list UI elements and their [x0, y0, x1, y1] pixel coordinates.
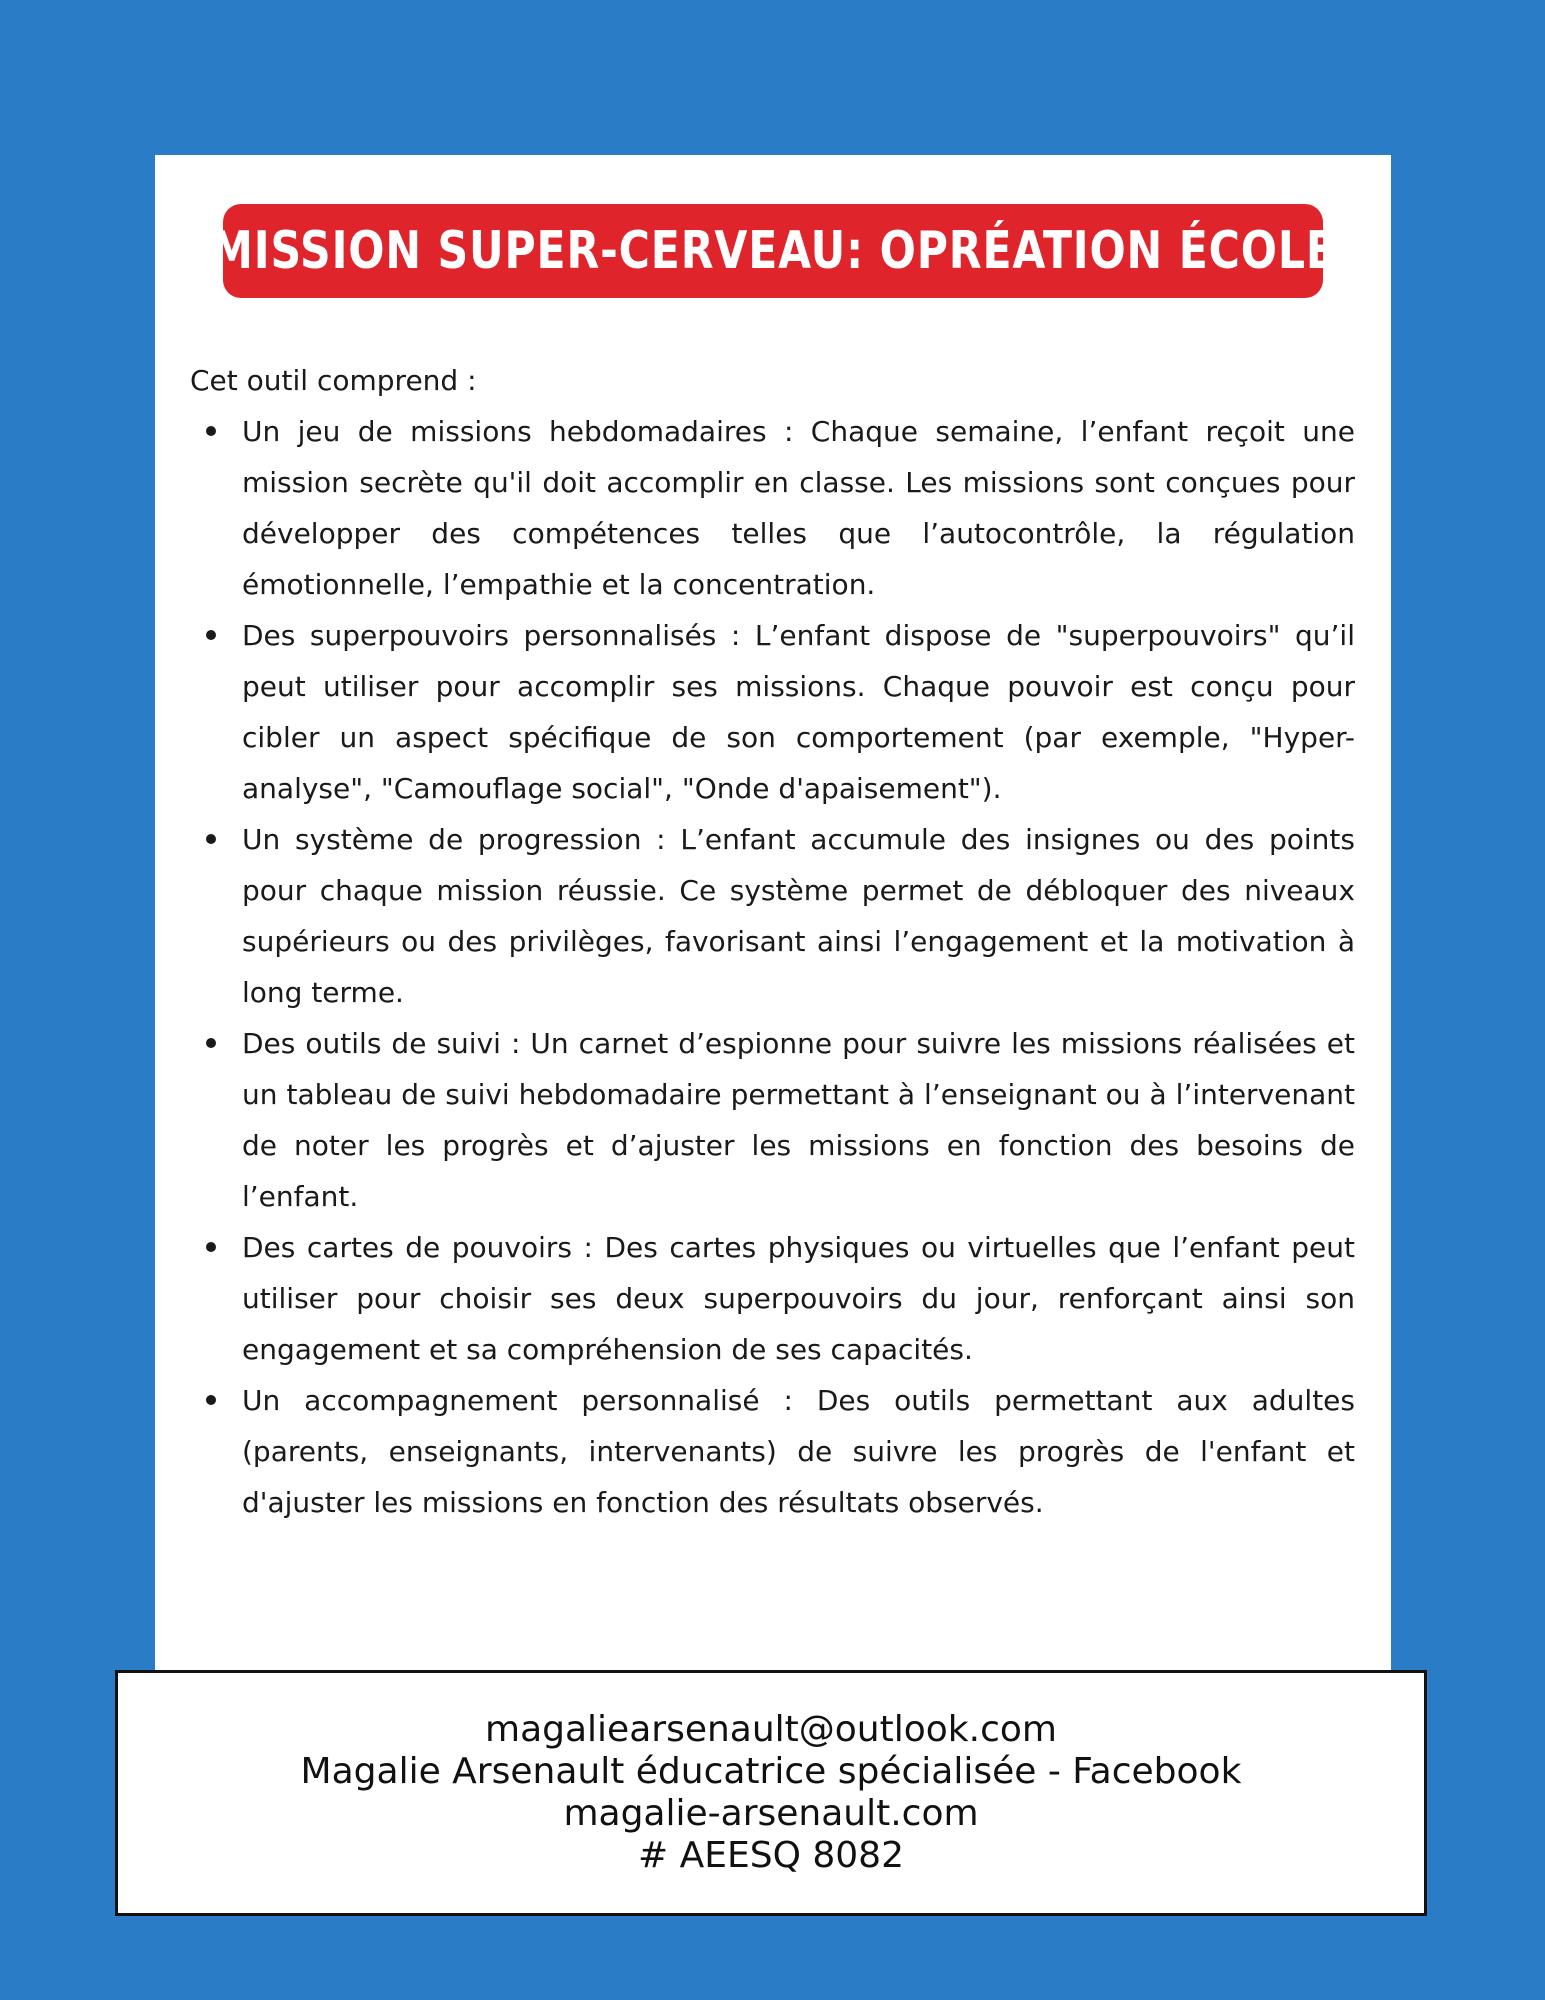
page-title: MISSION SUPER-CERVEAU: OPRÉATION ÉCOLE: [210, 221, 1336, 281]
contact-website[interactable]: magalie-arsenault.com: [563, 1793, 979, 1834]
list-item: [190, 1018, 1355, 1222]
contact-box: [115, 1670, 1427, 1916]
list-item: [190, 1375, 1355, 1528]
list-item-text: Des cartes de pouvoirs : Des cartes physiques ou virtuelles que l’enfant peut utiliser pour choisir ses deux superpouvoirs du jour, renforçant ainsi son engagement et sa compréhension de ses capacités.: [242, 1231, 1355, 1366]
list-item: [190, 814, 1355, 1018]
bullet-icon: [206, 834, 216, 844]
list-item: [190, 610, 1355, 814]
intro-text: Cet outil comprend :: [190, 364, 477, 397]
contact-email[interactable]: magaliearsenault@outlook.com: [485, 1709, 1057, 1750]
bullet-icon: [206, 1395, 216, 1405]
bullet-icon: [206, 1038, 216, 1048]
list-item-text: Un système de progression : L’enfant accumule des insignes ou des points pour chaque mission réussie. Ce système permet de débloquer des niveaux supérieurs ou des privilèges, favorisant ainsi l’engagement et la motivation à long terme.: [242, 823, 1355, 1009]
list-item-text: Des superpouvoirs personnalisés : L’enfant dispose de "superpouvoirs" qu’il peut utiliser pour accomplir ses missions. Chaque pouvoir est conçu pour cibler un aspect spécifique de son comportement (par exemple, "Hyper-analyse", "Camouflage social", "Onde d'apaisement").: [242, 619, 1355, 805]
list-item-text: Un accompagnement personnalisé : Des outils permettant aux adultes (parents, enseignants, intervenants) de suivre les progrès de l'enfant et d'ajuster les missions en fonction des résultats observés.: [242, 1384, 1355, 1519]
description-section: [190, 355, 1355, 1528]
list-item-text: Un jeu de missions hebdomadaires : Chaque semaine, l’enfant reçoit une mission secrète qu'il doit accomplir en classe. Les missions sont conçues pour développer des compétences telles que l’autocontrôle, la régulation émotionnelle, l’empathie et la concentration.: [242, 415, 1355, 601]
bullet-icon: [206, 630, 216, 640]
registration-number: # AEESQ 8082: [638, 1835, 904, 1876]
list-item: [190, 406, 1355, 610]
features-list: [190, 406, 1355, 1528]
list-item-text: Des outils de suivi : Un carnet d’espionne pour suivre les missions réalisées et un tableau de suivi hebdomadaire permettant à l’enseignant ou à l’intervenant de noter les progrès et d’ajuster les missions en fonction des besoins de l’enfant.: [242, 1027, 1355, 1213]
title-banner: [210, 204, 1336, 298]
list-item: [190, 1222, 1355, 1375]
bullet-icon: [206, 1242, 216, 1252]
contact-facebook[interactable]: Magalie Arsenault éducatrice spécialisée - Facebook: [300, 1751, 1242, 1792]
bullet-icon: [206, 426, 216, 436]
